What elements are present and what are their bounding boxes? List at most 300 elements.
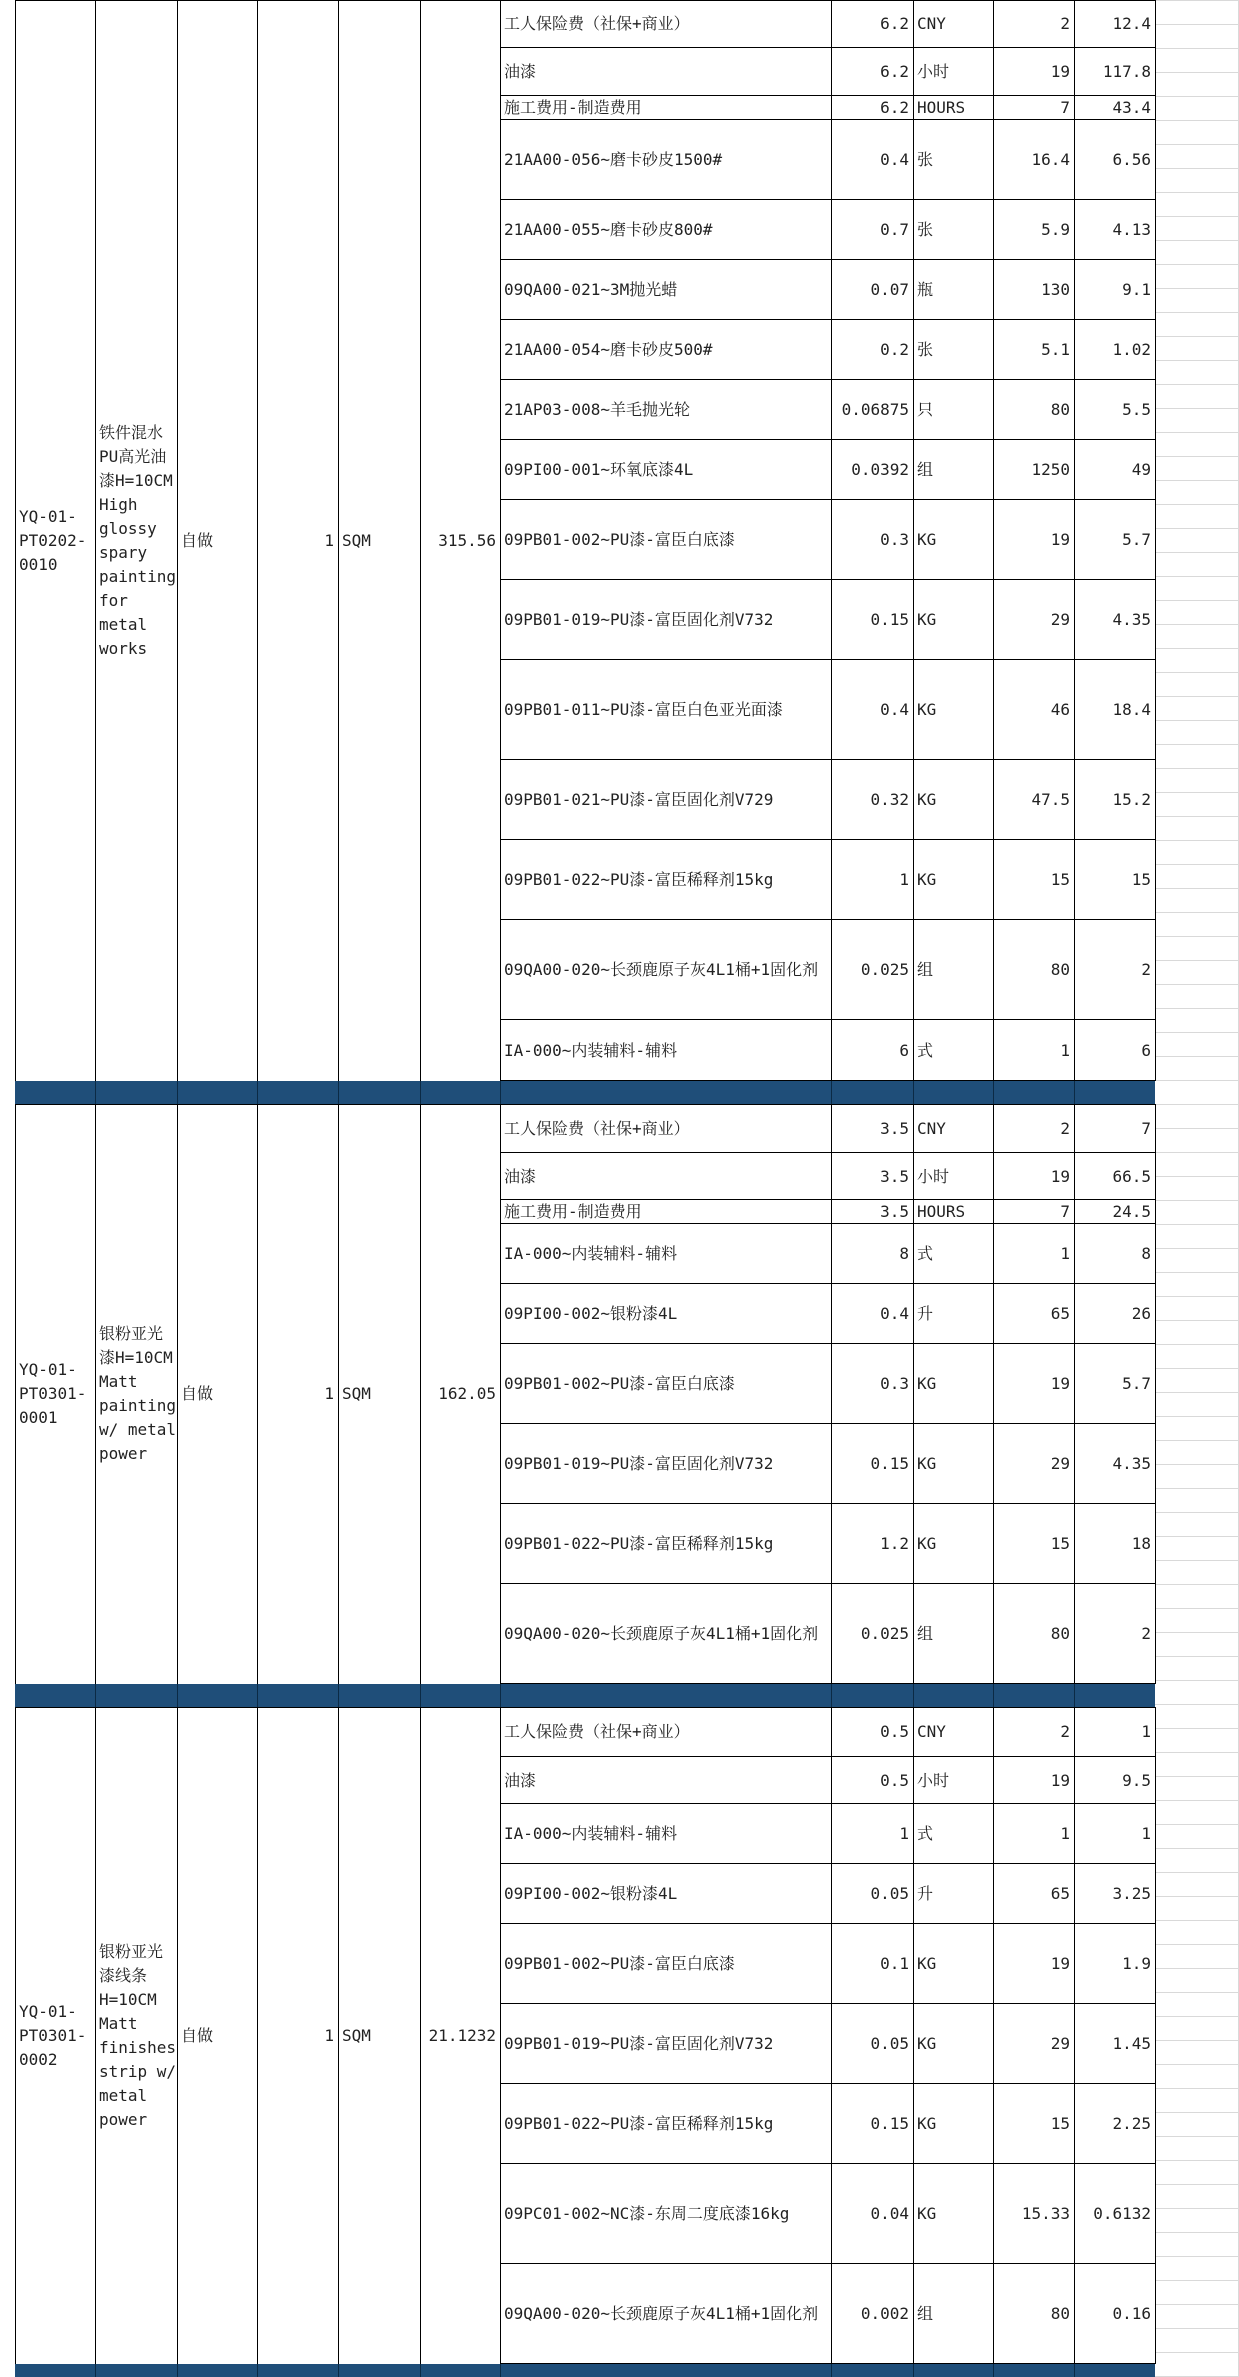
unit-price-cell[interactable]: 2: [1060, 1722, 1070, 1741]
amount-cell[interactable]: 3.25: [1112, 1884, 1151, 1903]
empty-grid-line: [1155, 552, 1239, 553]
unit-price-cell[interactable]: 16.4: [1031, 150, 1070, 169]
material-unit-cell[interactable]: HOURS: [917, 98, 966, 117]
unit-price-cell[interactable]: 65: [1050, 1304, 1070, 1323]
material-unit-cell[interactable]: 瓶: [917, 280, 934, 299]
material-name-cell[interactable]: 09PC01-002~NC漆-东周二度底漆16kg: [504, 2204, 790, 2223]
usage-cell[interactable]: 0.025: [860, 960, 909, 979]
band-divider: [993, 1081, 994, 1104]
amount-cell[interactable]: 6: [1141, 1040, 1151, 1060]
amount-cell[interactable]: 2: [1141, 960, 1151, 979]
amount-cell[interactable]: 15.2: [1112, 790, 1151, 809]
material-name-cell[interactable]: 工人保险费（社保+商业）: [504, 1722, 690, 1741]
column-border: [993, 1104, 994, 1684]
band-divider: [831, 1081, 832, 1104]
material-name-cell[interactable]: 09PB01-022~PU漆-富臣稀释剂15kg: [504, 1534, 774, 1553]
unit-price-cell[interactable]: 1: [1060, 1244, 1070, 1263]
column-border: [420, 0, 421, 1081]
material-unit-cell[interactable]: 只: [917, 400, 934, 419]
unit-price-cell[interactable]: 130: [1041, 280, 1070, 299]
empty-grid-line: [1155, 1512, 1239, 1513]
unit-price-cell[interactable]: 80: [1050, 2304, 1070, 2323]
unit-price-cell[interactable]: 29: [1050, 610, 1070, 629]
empty-grid-line: [1155, 1848, 1239, 1849]
material-name-cell[interactable]: 21AA00-056~磨卡砂皮1500#: [504, 150, 723, 169]
material-name-cell[interactable]: 09PB01-019~PU漆-富臣固化剂V732: [504, 610, 774, 629]
quantity-cell[interactable]: 1: [324, 530, 334, 550]
material-name-cell[interactable]: 09PB01-021~PU漆-富臣固化剂V729: [504, 790, 774, 809]
make-type-cell[interactable]: 自做: [181, 1384, 214, 1403]
material-name-cell[interactable]: 09PB01-002~PU漆-富臣白底漆: [504, 1954, 735, 1973]
usage-cell[interactable]: 8: [899, 1244, 909, 1263]
usage-cell[interactable]: 0.1: [880, 1954, 909, 1973]
material-unit-cell[interactable]: 张: [917, 150, 934, 169]
make-type-cell[interactable]: 自做: [181, 530, 214, 550]
material-name-cell[interactable]: 09PB01-022~PU漆-富臣稀释剂15kg: [504, 2114, 774, 2133]
amount-cell[interactable]: 8: [1141, 1244, 1151, 1263]
usage-cell[interactable]: 0.15: [870, 1454, 909, 1473]
material-name-cell[interactable]: 施工费用-制造费用: [504, 98, 642, 117]
amount-cell[interactable]: 7: [1141, 1118, 1151, 1138]
material-unit-cell[interactable]: 组: [917, 460, 934, 479]
usage-cell[interactable]: 0.3: [880, 1374, 909, 1393]
empty-grid-line: [1155, 648, 1239, 649]
amount-cell[interactable]: 5.7: [1122, 1374, 1151, 1393]
material-unit-cell[interactable]: 组: [917, 1624, 934, 1643]
amount-cell[interactable]: 2.25: [1112, 2114, 1151, 2133]
empty-grid-line: [1155, 2232, 1239, 2233]
empty-grid-line: [1155, 1320, 1239, 1321]
unit-price-cell[interactable]: 19: [1050, 62, 1070, 81]
material-unit-cell[interactable]: KG: [917, 2114, 937, 2133]
usage-cell[interactable]: 0.32: [870, 790, 909, 809]
column-border: [257, 0, 258, 1081]
unit-price-cell[interactable]: 47.5: [1031, 790, 1070, 809]
material-name-cell[interactable]: 09QA00-021~3M抛光蜡: [504, 280, 678, 299]
empty-grid-line: [1155, 1920, 1239, 1921]
band-divider: [831, 2364, 832, 2377]
material-unit-cell[interactable]: KG: [917, 1534, 937, 1553]
item-code-cell[interactable]: YQ-01-PT0301-0002: [19, 2001, 87, 2069]
amount-cell[interactable]: 26: [1131, 1304, 1151, 1323]
material-unit-cell[interactable]: 组: [917, 960, 934, 979]
column-border: [1074, 1707, 1075, 2364]
usage-cell[interactable]: 0.4: [880, 150, 909, 169]
usage-cell[interactable]: 0.5: [880, 1770, 909, 1790]
band-divider: [831, 1684, 832, 1707]
material-name-cell[interactable]: IA-000~内装辅料-辅料: [504, 1040, 678, 1060]
material-unit-cell[interactable]: KG: [917, 1374, 937, 1393]
empty-grid-line: [1155, 1992, 1239, 1993]
empty-grid-line: [1155, 2160, 1239, 2161]
item-code-cell[interactable]: YQ-01-PT0202-0010: [19, 506, 87, 574]
empty-grid-line: [1155, 360, 1239, 361]
amount-cell[interactable]: 0.16: [1112, 2304, 1151, 2323]
usage-cell[interactable]: 0.15: [870, 610, 909, 629]
unit-price-cell[interactable]: 19: [1050, 530, 1070, 549]
material-unit-cell[interactable]: KG: [917, 1454, 937, 1473]
empty-grid-line: [1155, 1296, 1239, 1297]
unit-price-cell[interactable]: 46: [1050, 700, 1070, 719]
material-unit-cell[interactable]: 式: [917, 1040, 934, 1060]
total-cost-cell[interactable]: 315.56: [438, 530, 496, 550]
empty-grid-line: [1155, 1776, 1239, 1777]
material-name-cell[interactable]: 油漆: [504, 62, 537, 81]
band-divider: [257, 1684, 258, 1707]
empty-grid-line: [1155, 744, 1239, 745]
column-border: [500, 1104, 501, 1684]
quantity-cell[interactable]: 1: [324, 2025, 334, 2045]
unit-price-cell[interactable]: 80: [1050, 400, 1070, 419]
band-divider: [338, 2364, 339, 2377]
material-unit-cell[interactable]: 组: [917, 2304, 934, 2323]
band-divider: [1074, 2364, 1075, 2377]
empty-grid-line: [1155, 1752, 1239, 1753]
usage-cell[interactable]: 0.05: [870, 2034, 909, 2053]
empty-grid-line: [1155, 672, 1239, 673]
empty-grid-line: [1155, 2256, 1239, 2257]
usage-cell[interactable]: 0.4: [880, 1304, 909, 1323]
empty-grid-line: [1155, 1392, 1239, 1393]
empty-grid-line: [1155, 240, 1239, 241]
material-name-cell[interactable]: 09PB01-002~PU漆-富臣白底漆: [504, 530, 735, 549]
column-border: [1074, 0, 1075, 1081]
material-name-cell[interactable]: 09PI00-002~银粉漆4L: [504, 1304, 678, 1323]
empty-grid-line: [1155, 336, 1239, 337]
total-cost-cell[interactable]: 162.05: [438, 1384, 496, 1403]
unit-price-cell[interactable]: 2: [1060, 1118, 1070, 1138]
amount-cell[interactable]: 5.5: [1122, 400, 1151, 419]
column-border: [500, 1707, 501, 2364]
material-name-cell[interactable]: 施工费用-制造费用: [504, 1202, 642, 1221]
amount-cell[interactable]: 2: [1141, 1624, 1151, 1643]
column-border: [993, 1707, 994, 2364]
empty-grid-line: [1155, 1104, 1239, 1105]
amount-cell[interactable]: 1.02: [1112, 340, 1151, 359]
empty-grid-line: [1155, 432, 1239, 433]
band-divider: [500, 1684, 501, 1707]
empty-grid-line: [1155, 1944, 1239, 1945]
material-name-cell[interactable]: 09QA00-020~长颈鹿原子灰4L1桶+1固化剂: [504, 1624, 819, 1643]
empty-grid-line: [1155, 168, 1239, 169]
empty-grid-line: [1155, 2016, 1239, 2017]
empty-grid-line: [1155, 504, 1239, 505]
empty-grid-line: [1155, 888, 1239, 889]
column-border: [831, 0, 832, 1081]
empty-grid-line: [1155, 24, 1239, 25]
material-unit-cell[interactable]: KG: [917, 610, 937, 629]
column-border: [913, 1104, 914, 1684]
unit-price-cell[interactable]: 19: [1050, 1770, 1070, 1790]
unit-price-cell[interactable]: 80: [1050, 960, 1070, 979]
group-top-border: [15, 1104, 1155, 1105]
usage-cell[interactable]: 6.2: [880, 14, 909, 33]
empty-grid-line: [1155, 768, 1239, 769]
column-border: [1074, 1104, 1075, 1684]
usage-cell[interactable]: 6.2: [880, 62, 909, 81]
amount-cell[interactable]: 117.8: [1102, 62, 1151, 81]
material-name-cell[interactable]: 09QA00-020~长颈鹿原子灰4L1桶+1固化剂: [504, 2304, 819, 2323]
empty-grid-line: [1155, 1896, 1239, 1897]
amount-cell[interactable]: 1.45: [1112, 2034, 1151, 2053]
material-unit-cell[interactable]: KG: [917, 1954, 937, 1973]
amount-cell[interactable]: 9.1: [1122, 280, 1151, 299]
unit-price-cell[interactable]: 1250: [1031, 460, 1070, 479]
material-name-cell[interactable]: IA-000~内装辅料-辅料: [504, 1824, 678, 1843]
empty-grid-line: [1155, 1056, 1239, 1057]
empty-grid-line: [1155, 2208, 1239, 2209]
usage-cell[interactable]: 3.5: [880, 1202, 909, 1221]
unit-price-cell[interactable]: 5.1: [1041, 340, 1070, 359]
column-border: [177, 1707, 178, 2364]
empty-grid-line: [1155, 912, 1239, 913]
unit-price-cell[interactable]: 2: [1060, 14, 1070, 33]
empty-grid-line: [1155, 1608, 1239, 1609]
material-name-cell[interactable]: 工人保险费（社保+商业）: [504, 14, 690, 33]
unit-price-cell[interactable]: 1: [1060, 1824, 1070, 1843]
unit-price-cell[interactable]: 15.33: [1021, 2204, 1070, 2223]
usage-cell[interactable]: 3.5: [880, 1166, 909, 1186]
column-border: [95, 0, 96, 1081]
column-border: [257, 1104, 258, 1684]
material-unit-cell[interactable]: CNY: [917, 14, 946, 33]
material-unit-cell[interactable]: 式: [917, 1244, 934, 1263]
empty-grid-line: [1155, 312, 1239, 313]
amount-cell[interactable]: 0.6132: [1093, 2204, 1151, 2223]
material-unit-cell[interactable]: 升: [917, 1884, 934, 1903]
empty-grid-line: [1155, 1152, 1239, 1153]
material-unit-cell[interactable]: KG: [917, 700, 937, 719]
unit-price-cell[interactable]: 1: [1060, 1040, 1070, 1060]
empty-grid-line: [1155, 1872, 1239, 1873]
group-separator-band: [15, 2364, 1155, 2377]
empty-grid-line: [1155, 96, 1239, 97]
band-divider: [95, 1684, 96, 1707]
group-top-border: [15, 0, 1155, 1]
empty-grid-line: [1155, 1224, 1239, 1225]
material-unit-cell[interactable]: 张: [917, 340, 934, 359]
empty-grid-line: [1155, 192, 1239, 193]
make-type-cell[interactable]: 自做: [181, 2025, 214, 2045]
amount-cell[interactable]: 1.9: [1122, 1954, 1151, 1973]
column-border: [913, 0, 914, 1081]
empty-grid-line: [1155, 1368, 1239, 1369]
usage-cell[interactable]: 0.7: [880, 220, 909, 239]
empty-grid-line: [1155, 1416, 1239, 1417]
usage-cell[interactable]: 0.15: [870, 2114, 909, 2133]
column-border: [1155, 1104, 1156, 1684]
material-unit-cell[interactable]: HOURS: [917, 1202, 966, 1221]
empty-grid-line: [1155, 1080, 1239, 1081]
amount-cell[interactable]: 18.4: [1112, 700, 1151, 719]
item-description-cell[interactable]: 银粉亚光漆H=10CM Matt painting w/ metal power: [99, 1324, 177, 1463]
amount-cell[interactable]: 12.4: [1112, 14, 1151, 33]
column-border: [831, 1104, 832, 1684]
usage-cell[interactable]: 6.2: [880, 98, 909, 117]
empty-grid-line: [1155, 1632, 1239, 1633]
material-unit-cell[interactable]: 小时: [917, 62, 950, 81]
column-border: [95, 1104, 96, 1684]
material-unit-cell[interactable]: 小时: [917, 1770, 950, 1790]
unit-price-cell[interactable]: 29: [1050, 1454, 1070, 1473]
amount-cell[interactable]: 4.13: [1112, 220, 1151, 239]
unit-price-cell[interactable]: 7: [1060, 1202, 1070, 1221]
empty-grid-line: [1155, 2352, 1239, 2353]
unit-cell[interactable]: SQM: [342, 530, 371, 550]
usage-cell[interactable]: 0.5: [880, 1722, 909, 1741]
usage-cell[interactable]: 0.002: [860, 2304, 909, 2323]
amount-cell[interactable]: 6.56: [1112, 150, 1151, 169]
material-name-cell[interactable]: 21AA00-055~磨卡砂皮800#: [504, 220, 713, 239]
group-top-border: [15, 1707, 1155, 1708]
usage-cell[interactable]: 0.06875: [841, 400, 909, 419]
usage-cell[interactable]: 1.2: [880, 1534, 909, 1553]
usage-cell[interactable]: 3.5: [880, 1118, 909, 1138]
empty-grid-line: [1155, 1704, 1239, 1705]
material-name-cell[interactable]: 09PB01-019~PU漆-富臣固化剂V732: [504, 1454, 774, 1473]
empty-grid-line: [1155, 48, 1239, 49]
item-code-cell[interactable]: YQ-01-PT0301-0001: [19, 1360, 87, 1427]
material-unit-cell[interactable]: KG: [917, 2204, 937, 2223]
material-unit-cell[interactable]: CNY: [917, 1722, 946, 1741]
amount-cell[interactable]: 9.5: [1122, 1770, 1151, 1790]
empty-grid-line: [1155, 1200, 1239, 1201]
empty-grid-line: [1155, 2112, 1239, 2113]
amount-cell[interactable]: 18: [1131, 1534, 1151, 1553]
empty-grid-line: [1155, 816, 1239, 817]
material-unit-cell[interactable]: 升: [917, 1304, 934, 1323]
empty-grid-line: [1155, 840, 1239, 841]
band-divider: [913, 1684, 914, 1707]
unit-cell[interactable]: SQM: [342, 2025, 371, 2045]
usage-cell[interactable]: 0.2: [880, 340, 909, 359]
material-name-cell[interactable]: 09PI00-002~银粉漆4L: [504, 1884, 678, 1903]
usage-cell[interactable]: 1: [899, 1824, 909, 1843]
band-divider: [420, 1081, 421, 1104]
column-border: [15, 1104, 16, 1684]
material-name-cell[interactable]: 09PI00-001~环氧底漆4L: [504, 460, 694, 479]
usage-cell[interactable]: 0.07: [870, 280, 909, 299]
empty-grid-line: [1155, 1464, 1239, 1465]
material-name-cell[interactable]: 09PB01-019~PU漆-富臣固化剂V732: [504, 2034, 774, 2053]
unit-price-cell[interactable]: 19: [1050, 1954, 1070, 1973]
amount-cell[interactable]: 43.4: [1112, 98, 1151, 117]
column-border: [338, 0, 339, 1081]
usage-cell[interactable]: 0.04: [870, 2204, 909, 2223]
band-divider: [1074, 1684, 1075, 1707]
empty-grid-line: [1155, 1584, 1239, 1585]
material-unit-cell[interactable]: KG: [917, 530, 937, 549]
material-unit-cell[interactable]: 张: [917, 220, 934, 239]
item-description-cell[interactable]: 银粉亚光漆线条H=10CM Matt finishes strip w/ metal power: [99, 1941, 177, 2129]
material-unit-cell[interactable]: KG: [917, 790, 937, 809]
amount-cell[interactable]: 15: [1131, 870, 1151, 889]
unit-cell[interactable]: SQM: [342, 1384, 371, 1403]
empty-grid-line: [1155, 936, 1239, 937]
amount-cell[interactable]: 4.35: [1112, 1454, 1151, 1473]
usage-cell[interactable]: 0.4: [880, 700, 909, 719]
empty-grid-line: [1155, 2304, 1239, 2305]
amount-cell[interactable]: 49: [1131, 460, 1151, 479]
usage-cell[interactable]: 6: [899, 1040, 909, 1060]
item-description-cell[interactable]: 铁件混水PU高光油漆H=10CM High glossy spary painting for metal works: [99, 422, 177, 658]
total-cost-cell[interactable]: 21.1232: [428, 2025, 496, 2045]
unit-price-cell[interactable]: 65: [1050, 1884, 1070, 1903]
empty-grid-line: [1155, 1176, 1239, 1177]
unit-price-cell[interactable]: 15: [1050, 870, 1070, 889]
material-unit-cell[interactable]: 式: [917, 1824, 934, 1843]
unit-price-cell[interactable]: 15: [1050, 2114, 1070, 2133]
material-name-cell[interactable]: 09PB01-002~PU漆-富臣白底漆: [504, 1374, 735, 1393]
material-name-cell[interactable]: 21AA00-054~磨卡砂皮500#: [504, 340, 713, 359]
material-name-cell[interactable]: 09QA00-020~长颈鹿原子灰4L1桶+1固化剂: [504, 960, 819, 979]
unit-price-cell[interactable]: 29: [1050, 2034, 1070, 2053]
material-name-cell[interactable]: 21AP03-008~羊毛抛光轮: [504, 400, 690, 419]
empty-grid-line: [1155, 528, 1239, 529]
amount-cell[interactable]: 1: [1141, 1722, 1151, 1741]
usage-cell[interactable]: 1: [899, 870, 909, 889]
material-name-cell[interactable]: IA-000~内装辅料-辅料: [504, 1244, 678, 1263]
column-border: [420, 1104, 421, 1684]
empty-grid-line: [1155, 1008, 1239, 1009]
amount-cell[interactable]: 5.7: [1122, 530, 1151, 549]
unit-price-cell[interactable]: 15: [1050, 1534, 1070, 1553]
band-divider: [338, 1081, 339, 1104]
unit-price-cell[interactable]: 19: [1050, 1166, 1070, 1186]
material-unit-cell[interactable]: CNY: [917, 1118, 946, 1138]
band-divider: [257, 2364, 258, 2377]
empty-grid-line: [1155, 72, 1239, 73]
empty-grid-line: [1155, 1536, 1239, 1537]
unit-price-cell[interactable]: 7: [1060, 98, 1070, 117]
empty-grid-line: [1155, 864, 1239, 865]
usage-cell[interactable]: 0.3: [880, 530, 909, 549]
usage-cell[interactable]: 0.05: [870, 1884, 909, 1903]
material-name-cell[interactable]: 09PB01-011~PU漆-富臣白色亚光面漆: [504, 700, 783, 719]
empty-grid-line: [1155, 960, 1239, 961]
column-border: [338, 1707, 339, 2364]
empty-grid-line: [1155, 1248, 1239, 1249]
column-border: [1155, 1707, 1156, 2364]
amount-cell[interactable]: 66.5: [1112, 1166, 1151, 1186]
column-border: [95, 1707, 96, 2364]
band-divider: [500, 2364, 501, 2377]
unit-price-cell[interactable]: 80: [1050, 1624, 1070, 1643]
amount-cell[interactable]: 1: [1141, 1824, 1151, 1843]
quantity-cell[interactable]: 1: [324, 1384, 334, 1403]
material-unit-cell[interactable]: KG: [917, 2034, 937, 2053]
material-name-cell[interactable]: 油漆: [504, 1770, 537, 1790]
amount-cell[interactable]: 24.5: [1112, 1202, 1151, 1221]
group-separator-band: [15, 1684, 1155, 1707]
usage-cell[interactable]: 0.0392: [851, 460, 909, 479]
usage-cell[interactable]: 0.025: [860, 1624, 909, 1643]
material-name-cell[interactable]: 油漆: [504, 1166, 537, 1186]
unit-price-cell[interactable]: 5.9: [1041, 220, 1070, 239]
band-divider: [338, 1684, 339, 1707]
material-name-cell[interactable]: 09PB01-022~PU漆-富臣稀释剂15kg: [504, 870, 774, 889]
material-name-cell[interactable]: 工人保险费（社保+商业）: [504, 1118, 690, 1138]
material-unit-cell[interactable]: 小时: [917, 1166, 950, 1186]
amount-cell[interactable]: 4.35: [1112, 610, 1151, 629]
band-divider: [1074, 1081, 1075, 1104]
material-unit-cell[interactable]: KG: [917, 870, 937, 889]
band-divider: [913, 1081, 914, 1104]
column-border: [338, 1104, 339, 1684]
band-divider: [500, 1081, 501, 1104]
column-border: [257, 1707, 258, 2364]
unit-price-cell[interactable]: 19: [1050, 1374, 1070, 1393]
